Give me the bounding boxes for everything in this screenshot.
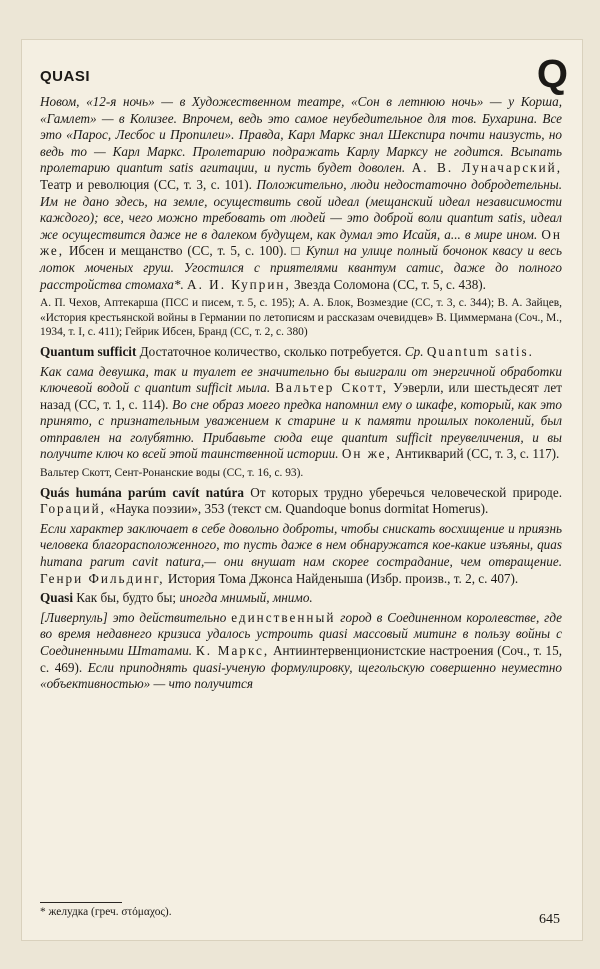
entry-quasi-examples: [Ливерпуль] это действительно единственный город в Соединенном королевстве, где во время недавнего кризиса удалось устроить quasi массовый митинг в пользу войны с Соединенными Штатами. К. Маркс, Антиинтервенционистские настроения (Соч., т. 15, с. 469). Если приподнять quasi-ученую формулировку, щегольскую совершенно неуместно «объективностью» — что получится [40, 609, 563, 692]
entry-quasi: Quasi Как бы, будто бы; иногда мнимый, мнимо. [40, 590, 313, 606]
entry-references: Вальтер Скотт, Сент-Ронанские воды (СС, т. 16, с. 93). [40, 467, 304, 480]
headword: Quantum sufficit [40, 343, 137, 359]
footnote: * желудка (греч. στόμαχος). [40, 906, 172, 918]
entry-quantum-sufficit-examples: Как сама девушка, так и туалет ее значительно бы выиграли от энергичной обработки ключевой водой с quantum sufficit мыла. Вальтер Скотт, Уэверли, или шестьдесят лет назад (СС, т. 1, с. 114). Во сне образ моего предка напомнил ему о шкафе, который, как это принято, с признательным уважением к старине и к памяти прошлых поколений, был отправлен на голубятню. Прибавьте сюда еще quantum sufficit преувеличения, и вы получите ключ ко всей этой таинственной истории. Он же, Антикварий (СС, т. 3, с. 117). [40, 363, 563, 462]
entry-quas-humana-examples: Если характер заключает в себе довольно доброты, чтобы снискать восхищение и приязнь человека благорасположенного, то пусть даже в нем обнаружатся кое-какие изъяны, quas humana parum cavit natura,— они внушат нам скорее сострадание, чем отвращение. Генри Фильдинг, История Тома Джонса Найденыша (Избр. произв., т. 2, с. 407). [40, 520, 562, 586]
headword: Quasi [40, 590, 73, 606]
footnote-divider [40, 902, 122, 903]
entry-quas-humana: Quás humána parúm cavít natúra От которых трудно уберечься человеческой природе. Гораций, «Наука поэзии», 353 (текст см. Quandoque bonus dormitat Homerus). [40, 484, 562, 517]
entry-references: А. П. Чехов, Аптекарша (ПСС и писем, т. 5, с. 195); А. А. Блок, Возмездие (СС, т. 3, с. 344); В. А. Зайцев, «История крестьянской войны в Германии по летописям и рассказам очевидцев» В. Циммермана (Соч., М., 1934, т. I, с. 411); Гейрик Ибсен, Бранд (СС, т. 2, с. 380) [40, 297, 562, 339]
headword: Quás humána parúm cavít natúra [40, 484, 244, 500]
square-marker-icon: □ [291, 243, 302, 259]
entry-quantum-sufficit: Quantum sufficit Достаточное количество, сколько потребуется. Ср. Quantum satis. [40, 343, 534, 359]
section-letter: Q [536, 52, 568, 96]
page-header [32, 52, 572, 96]
dictionary-text [40, 94, 562, 696]
book-page [22, 40, 582, 940]
entry-quantum-satis-examples: Новом, «12-я ночь» — в Художественном театре, «Сон в летнюю ночь» — у Корша, «Гамлет» — в Колизее. Впрочем, ведь это самое неубедительное для тов. Бухарина. Все это «Парос, Лесбос и Пропилеи». Правда, Карл Маркс знал Шекспира почти наизусть, но ведь то — Карл Маркс. Пролетарию подражать Карлу Марксу не годится. Всыпать пролетарию quantum satis агитации, и пусть будет доволен. А. В. Луначарский, Театр и революция (СС, т. 3, с. 101). Положительно, люди недостаточно добродетельны. Им не дано здесь, на земле, осуществить свой идеал (мещанский идеал независимости каждого); все, чего можно требовать от людей — это доброй воли quantum satis, идеал же осуществится даже не в далеком будущем, как думал это Исайя, а... в мире ином. Он же, Ибсен и мещанство (СС, т. 5, с. 100). □ Купил на улице полный бочонок квасу и весь лоток моченых груш. Угостился с приятелями квантум сатис, даже до полного расстройства стомаха*. А. И. Куприн, Звезда Соломона (СС, т. 5, с. 438). [40, 94, 563, 292]
page-number: 645 [539, 912, 560, 927]
running-head: QUASI [40, 68, 91, 85]
